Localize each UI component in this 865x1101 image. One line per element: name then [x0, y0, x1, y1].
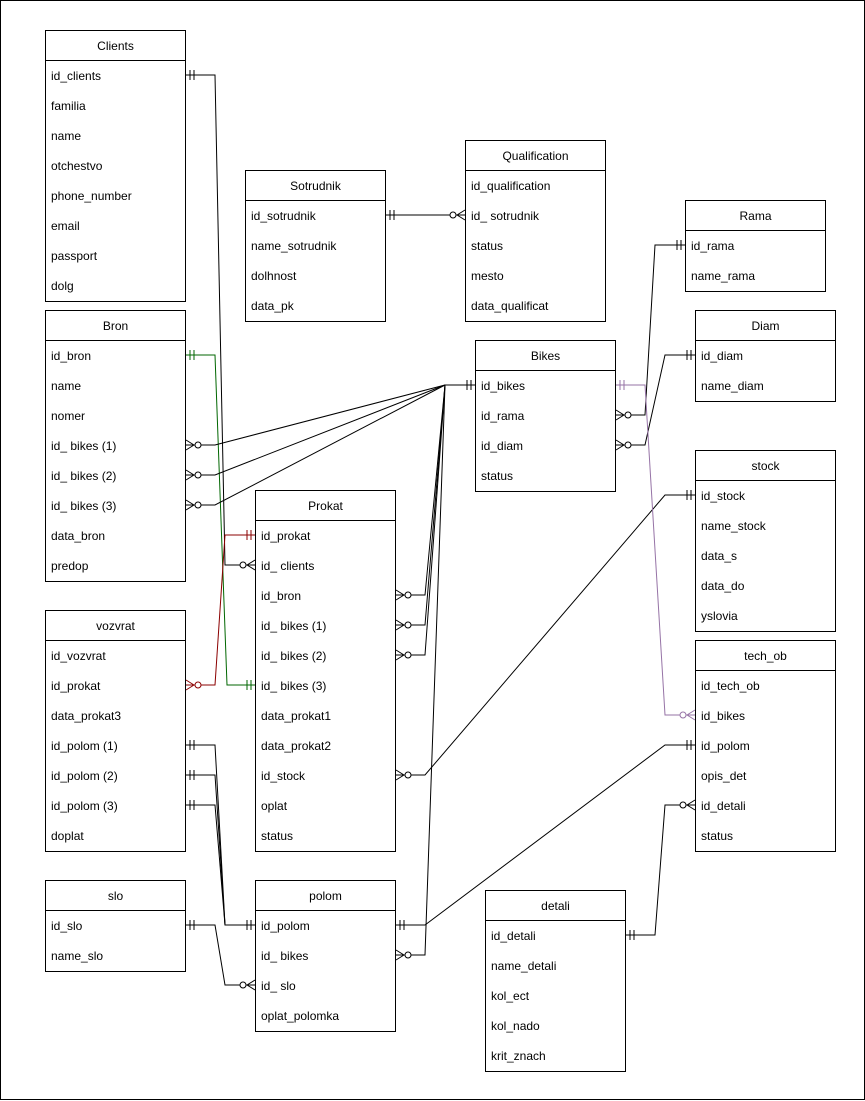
entity-title: Sotrudnik — [246, 171, 385, 201]
entity-field: oplat — [261, 799, 288, 813]
entity-field: id_polom (3) — [51, 799, 118, 813]
crow-foot-marker — [396, 775, 404, 780]
optional-circle-marker — [625, 412, 631, 418]
relationship-line — [616, 385, 695, 715]
crow-foot-marker — [616, 410, 624, 415]
entity-stock[interactable] — [695, 450, 836, 632]
optional-circle-marker — [195, 682, 201, 688]
crow-foot-marker — [247, 560, 255, 565]
crow-foot-marker — [186, 445, 194, 450]
entity-field: id_ bikes (3) — [261, 679, 327, 693]
entity-field: id_ bikes (1) — [51, 439, 117, 453]
entity-field: name_sotrudnik — [251, 239, 337, 253]
optional-circle-marker — [625, 442, 631, 448]
optional-circle-marker — [405, 772, 411, 778]
entity-field: id_ bikes (3) — [51, 499, 117, 513]
entity-field: id_stock — [701, 489, 746, 503]
entity-field: status — [701, 829, 734, 843]
entity-bikes[interactable] — [475, 340, 616, 492]
entity-diam[interactable] — [695, 310, 836, 402]
crow-foot-marker — [186, 470, 194, 475]
optional-circle-marker — [405, 592, 411, 598]
entity-bron[interactable] — [45, 310, 186, 582]
entity-field: id_prokat — [51, 679, 101, 693]
relationship-line — [616, 355, 695, 445]
relationship-line — [396, 495, 695, 775]
entity-title: Clients — [46, 31, 185, 61]
entity-field: id_rama — [481, 409, 525, 423]
entity-field: krit_znach — [491, 1049, 546, 1063]
entity-field: data_s — [701, 549, 738, 563]
entity-field: id_bikes — [481, 379, 526, 393]
crow-foot-marker — [396, 950, 404, 955]
relationship-line — [186, 805, 255, 925]
crow-foot-marker — [186, 475, 194, 480]
relationship-line — [626, 805, 695, 935]
entity-title: stock — [696, 451, 835, 481]
crow-foot-marker — [247, 985, 255, 990]
entity-field: id_bikes — [701, 709, 746, 723]
entity-field: passport — [51, 249, 98, 263]
entity-field: data_prokat1 — [261, 709, 332, 723]
relationship-line — [396, 385, 445, 955]
entity-field: id_diam — [701, 349, 744, 363]
entity-field: id_sotrudnik — [251, 209, 316, 223]
relationship-line — [396, 385, 445, 655]
optional-circle-marker — [405, 622, 411, 628]
optional-circle-marker — [680, 802, 686, 808]
entity-field: name — [51, 379, 82, 393]
entity-field: status — [471, 239, 504, 253]
crow-foot-marker — [396, 770, 404, 775]
crow-foot-marker — [396, 625, 404, 630]
entity-field: id_bron — [261, 589, 302, 603]
entity-field: data_prokat2 — [261, 739, 332, 753]
entity-field: data_bron — [51, 529, 106, 543]
entity-field: data_do — [701, 579, 745, 593]
entity-title: Bikes — [476, 341, 615, 371]
crow-foot-marker — [396, 955, 404, 960]
entity-field: phone_number — [51, 189, 132, 203]
crow-foot-marker — [396, 595, 404, 600]
entity-polom[interactable] — [255, 880, 396, 1032]
entity-field: id_polom — [261, 919, 310, 933]
crow-foot-marker — [247, 980, 255, 985]
entity-title: detali — [486, 891, 625, 921]
entity-field: id_ bikes — [261, 949, 309, 963]
crow-foot-marker — [186, 500, 194, 505]
crow-foot-marker — [186, 680, 194, 685]
entity-qualification[interactable] — [465, 140, 606, 322]
entity-title: polom — [256, 881, 395, 911]
relationship-line — [396, 385, 445, 625]
entity-field: oplat_polomka — [261, 1009, 340, 1023]
entity-field: kol_nado — [491, 1019, 540, 1033]
entity-field: opis_det — [701, 769, 747, 783]
optional-circle-marker — [195, 442, 201, 448]
optional-circle-marker — [405, 952, 411, 958]
entity-title: tech_ob — [696, 641, 835, 671]
entity-field: id_qualification — [471, 179, 551, 193]
entity-field: status — [481, 469, 514, 483]
crow-foot-marker — [457, 215, 465, 220]
relationship-line — [186, 925, 255, 985]
entity-field: id_ bikes (1) — [261, 619, 327, 633]
entity-field: doplat — [51, 829, 84, 843]
entity-field: id_ slo — [261, 979, 296, 993]
entity-slo[interactable] — [45, 880, 186, 972]
crow-foot-marker — [687, 800, 695, 805]
entity-title: vozvrat — [46, 611, 185, 641]
entity-field: dolg — [51, 279, 74, 293]
entity-field: id_clients — [51, 69, 102, 83]
optional-circle-marker — [195, 502, 201, 508]
entity-title: Diam — [696, 311, 835, 341]
entity-prokat[interactable] — [255, 490, 396, 852]
crow-foot-marker — [396, 655, 404, 660]
entity-field: id_detali — [491, 929, 536, 943]
crow-foot-marker — [396, 620, 404, 625]
entity-tech-ob[interactable] — [695, 640, 836, 852]
relationship-line — [186, 745, 255, 925]
entity-field: id_diam — [481, 439, 524, 453]
optional-circle-marker — [405, 652, 411, 658]
entity-field: nomer — [51, 409, 86, 423]
entity-field: id_polom — [701, 739, 750, 753]
entity-vozvrat[interactable] — [45, 610, 186, 852]
entity-field: familia — [51, 99, 86, 113]
entity-field: kol_ect — [491, 989, 530, 1003]
entity-field: id_polom (2) — [51, 769, 118, 783]
relationship-line — [186, 775, 255, 925]
entity-field: id_prokat — [261, 529, 311, 543]
crow-foot-marker — [186, 505, 194, 510]
entity-field: id_ bikes (2) — [261, 649, 327, 663]
entity-field: id_slo — [51, 919, 83, 933]
crow-foot-marker — [186, 685, 194, 690]
entity-field: id_stock — [261, 769, 306, 783]
entity-title: Prokat — [256, 491, 395, 521]
crow-foot-marker — [687, 710, 695, 715]
entity-title: Qualification — [466, 141, 605, 171]
entity-field: name_slo — [51, 949, 104, 963]
entity-field: id_rama — [691, 239, 735, 253]
entity-rama[interactable] — [685, 200, 826, 292]
entity-field: name_stock — [701, 519, 766, 533]
optional-circle-marker — [240, 982, 246, 988]
optional-circle-marker — [450, 212, 456, 218]
entity-field: name_diam — [701, 379, 764, 393]
crow-foot-marker — [457, 210, 465, 215]
entity-field: email — [51, 219, 80, 233]
entity-field: id_polom (1) — [51, 739, 118, 753]
entity-title: slo — [46, 881, 185, 911]
relationship-line — [186, 385, 445, 475]
entity-field: id_ bikes (2) — [51, 469, 117, 483]
relationship-line — [186, 385, 445, 445]
crow-foot-marker — [186, 440, 194, 445]
crow-foot-marker — [396, 590, 404, 595]
optional-circle-marker — [195, 472, 201, 478]
entity-field: id_ clients — [261, 559, 315, 573]
entity-field: data_prokat3 — [51, 709, 122, 723]
relationship-line — [186, 385, 445, 505]
entity-field: predop — [51, 559, 89, 573]
entity-field: dolhnost — [251, 269, 297, 283]
entity-sotrudnik[interactable] — [245, 170, 386, 322]
entity-field: id_ sotrudnik — [471, 209, 540, 223]
entity-clients[interactable] — [45, 30, 186, 302]
entity-field: id_bron — [51, 349, 92, 363]
entity-field: data_pk — [251, 299, 294, 313]
entity-field: id_detali — [701, 799, 746, 813]
entity-field: mesto — [471, 269, 504, 283]
entity-detali[interactable] — [485, 890, 626, 1072]
crow-foot-marker — [616, 440, 624, 445]
optional-circle-marker — [680, 712, 686, 718]
crow-foot-marker — [396, 650, 404, 655]
optional-circle-marker — [240, 562, 246, 568]
entity-field: data_qualificat — [471, 299, 549, 313]
entity-title: Rama — [686, 201, 825, 231]
relationship-line — [186, 535, 255, 685]
crow-foot-marker — [687, 805, 695, 810]
crow-foot-marker — [687, 715, 695, 720]
entity-field: id_tech_ob — [701, 679, 760, 693]
crow-foot-marker — [616, 415, 624, 420]
relationship-line — [186, 355, 255, 685]
entity-field: id_vozvrat — [51, 649, 106, 663]
relationship-line — [616, 245, 685, 415]
entity-field: otchestvo — [51, 159, 103, 173]
crow-foot-marker — [247, 565, 255, 570]
entity-field: name — [51, 129, 82, 143]
entity-field: name_rama — [691, 269, 756, 283]
crow-foot-marker — [616, 445, 624, 450]
relationship-line — [396, 385, 445, 595]
entity-field: status — [261, 829, 294, 843]
entity-field: name_detali — [491, 959, 557, 973]
entity-title: Bron — [46, 311, 185, 341]
entity-field: yslovia — [701, 609, 738, 623]
